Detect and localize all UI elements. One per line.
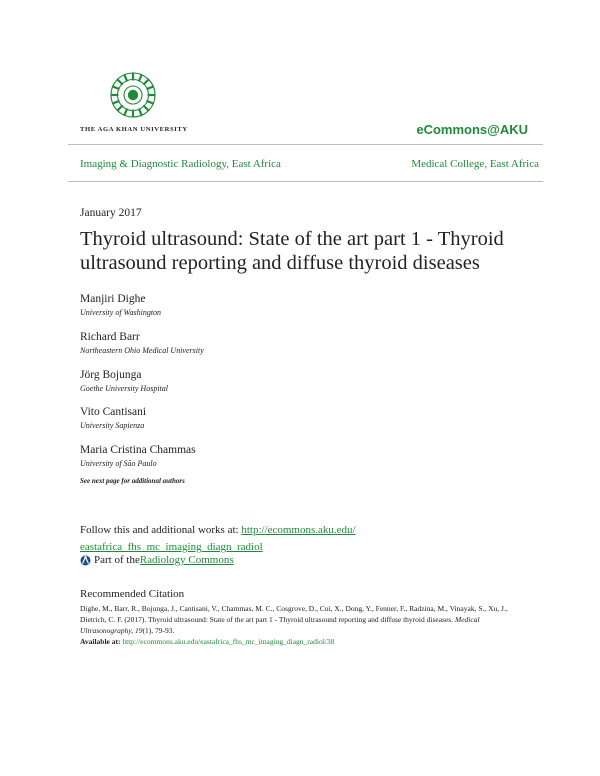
aga-khan-emblem-icon [108,70,158,120]
citation-journal: Medical Ultrasonography, 19 [80,615,480,635]
part-of-prefix: Part of the [94,554,140,566]
author-list [80,291,520,480]
collection-link-right[interactable]: Medical College, East Africa [411,158,539,170]
author-name: Manjiri Dighe [80,293,146,305]
available-at-label: Available at: [80,637,123,646]
available-at-link[interactable]: http://ecommons.aku.edu/eastafrica_fhs_mc_imaging_diagn_radiol/38 [122,637,335,646]
citation-heading: Recommended Citation [80,588,185,600]
collection-url-link-continued[interactable]: eastafrica_fhs_mc_imaging_diagn_radiol [80,541,263,553]
citation-issue-pages: (1), 79-93. [142,626,175,635]
logo-wordmark: THE AGA KHAN UNIVERSITY [80,126,188,133]
citation-body [80,603,520,647]
author-affiliation: University of São Paulo [80,459,157,469]
author-affiliation: Northeastern Ohio Medical University [80,345,204,355]
citation-text: Dighe, M., Barr, R., Bojunga, J., Cantisani, V., Chammas, M. C., Cosgrove, D., Cui, X., Dong, Y., Fenner, F., Radzina, M., Vinayak, S., Xu, J., Dietrich, C. F. (2017). Thyroid ultrasound: State of the art part 1 - Thyroid ultrasound reporting and diffuse thyroid diseases. [80,604,508,624]
publication-date: January 2017 [80,207,142,219]
author-affiliation: University of Washington [80,308,162,317]
author-entry [80,291,520,329]
part-of-commons [80,553,234,568]
article-title: Thyroid ultrasound: State of the art part 1 - Thyroid ultrasound reporting and diffuse thyroid diseases [80,228,504,274]
author-affiliation: Goethe University Hospital [80,383,168,393]
author-entry [80,367,520,405]
author-affiliation: University Sapienza [80,421,145,431]
author-name: Maria Cristina Chammas [80,444,196,457]
collection-divider [68,181,543,182]
header-divider [68,144,543,145]
author-entry [80,404,520,442]
collection-url-link[interactable]: http://ecommons.aku.edu/ [241,524,356,536]
network-commons-icon [80,554,91,567]
follow-works [80,522,520,556]
additional-authors-note: See next page for additional authors [80,477,185,485]
follow-prefix: Follow this and additional works at: [80,524,242,536]
repository-name[interactable]: eCommons@AKU [416,122,528,137]
author-name: Jörg Bojunga [80,368,142,381]
author-entry [80,442,520,480]
author-entry [80,329,520,367]
collection-link-left[interactable]: Imaging & Diagnostic Radiology, East Africa [80,158,281,170]
author-name: Richard Barr [80,330,140,343]
author-name: Vito Cantisani [80,406,147,419]
radiology-commons-link[interactable]: Radiology Commons [139,554,234,566]
